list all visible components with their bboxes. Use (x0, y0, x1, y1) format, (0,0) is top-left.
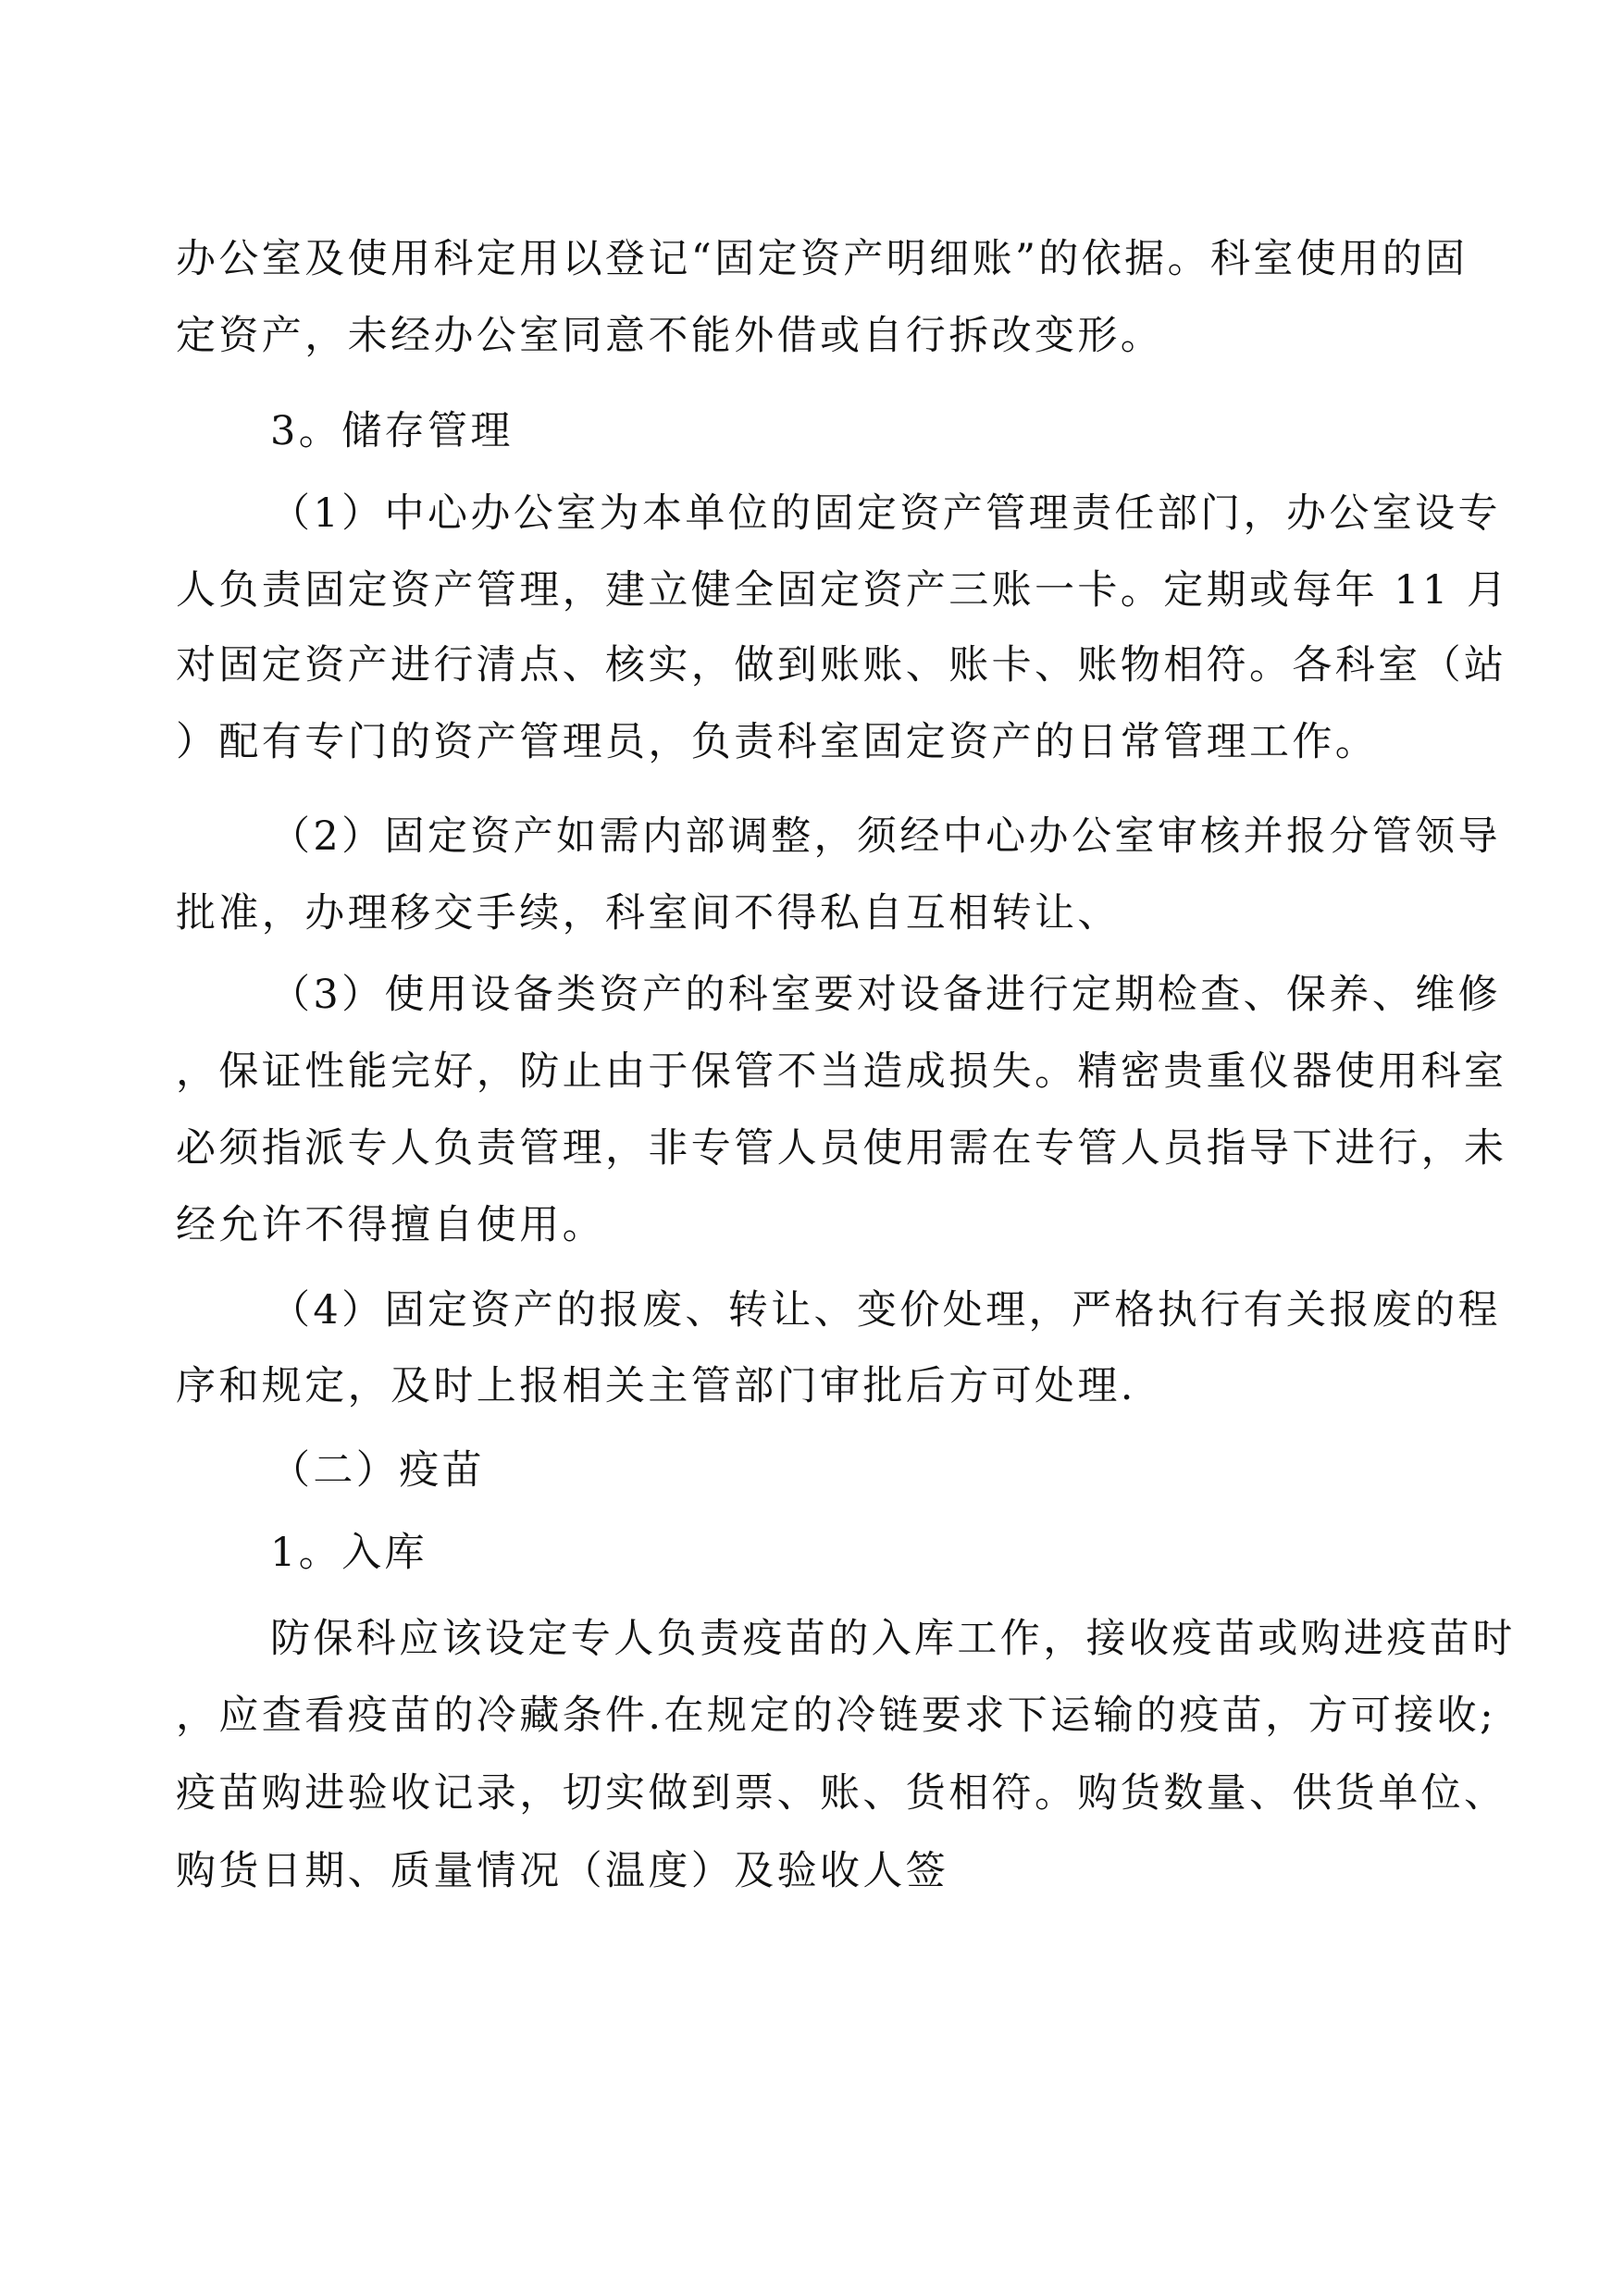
paragraph-line: 防保科应该设定专人负责疫苗的入库工作，接收疫苗或购进疫苗时 (270, 1616, 1516, 1662)
body-text-line: 必须指派专人负责管理，非专管人员使用需在专管人员指导下进行，未 (176, 1125, 1507, 1172)
section-heading: （二）疫苗 (270, 1447, 485, 1494)
body-text-line: 批准，办理移交手续，科室间不得私自互相转让、 (176, 890, 1121, 937)
body-text-line: 办公室及使用科定用以登记“固定资产明细账”的依据。科室使用的固 (176, 236, 1469, 282)
body-text-line: 定资产，未经办公室同意不能外借或自行拆改变形。 (176, 313, 1164, 359)
body-text-line: 序和规定，及时上报相关主管部门审批后方可处理. (176, 1363, 1136, 1409)
body-text-line: ）配有专门的资产管理员，负责科室固定资产的日常管理工作。 (176, 719, 1379, 765)
body-text-line: 疫苗购进验收记录，切实做到票、账、货相符。购货数量、供货单位、 (176, 1770, 1507, 1817)
body-text-line: ，保证性能完好，防止由于保管不当造成损失。精密贵重仪器使用科室 (176, 1048, 1507, 1095)
body-text-line: 购货日期、质量情况（温度）及验收人签 (176, 1848, 949, 1894)
body-text-line: 人负责固定资产管理，建立健全固定资产三账一卡。定期或每年 11 月 (176, 567, 1510, 614)
paragraph-line: （3）使用设备类资产的科室要对设备进行定期检查、保养、维修 (270, 972, 1501, 1018)
body-text-line: ，应查看疫苗的冷藏条件.在规定的冷链要求下运输的疫苗，方可接收; (176, 1693, 1496, 1739)
subsection-heading: 1。入库 (270, 1530, 428, 1576)
paragraph-line: （2）固定资产如需内部调整，须经中心办公室审核并报分管领导 (270, 813, 1501, 860)
body-text-line: 经允许不得擅自使用。 (176, 1202, 605, 1248)
body-text-line: 对固定资产进行清点、核实，做到账账、账卡、账物相符。各科室（站 (176, 642, 1507, 688)
paragraph-line: （4）固定资产的报废、转让、变价处理，严格执行有关报废的程 (270, 1287, 1501, 1334)
paragraph-line: （1）中心办公室为本单位的固定资产管理责任部门，办公室设专 (270, 490, 1501, 537)
section-heading: 3。储存管理 (270, 408, 514, 454)
